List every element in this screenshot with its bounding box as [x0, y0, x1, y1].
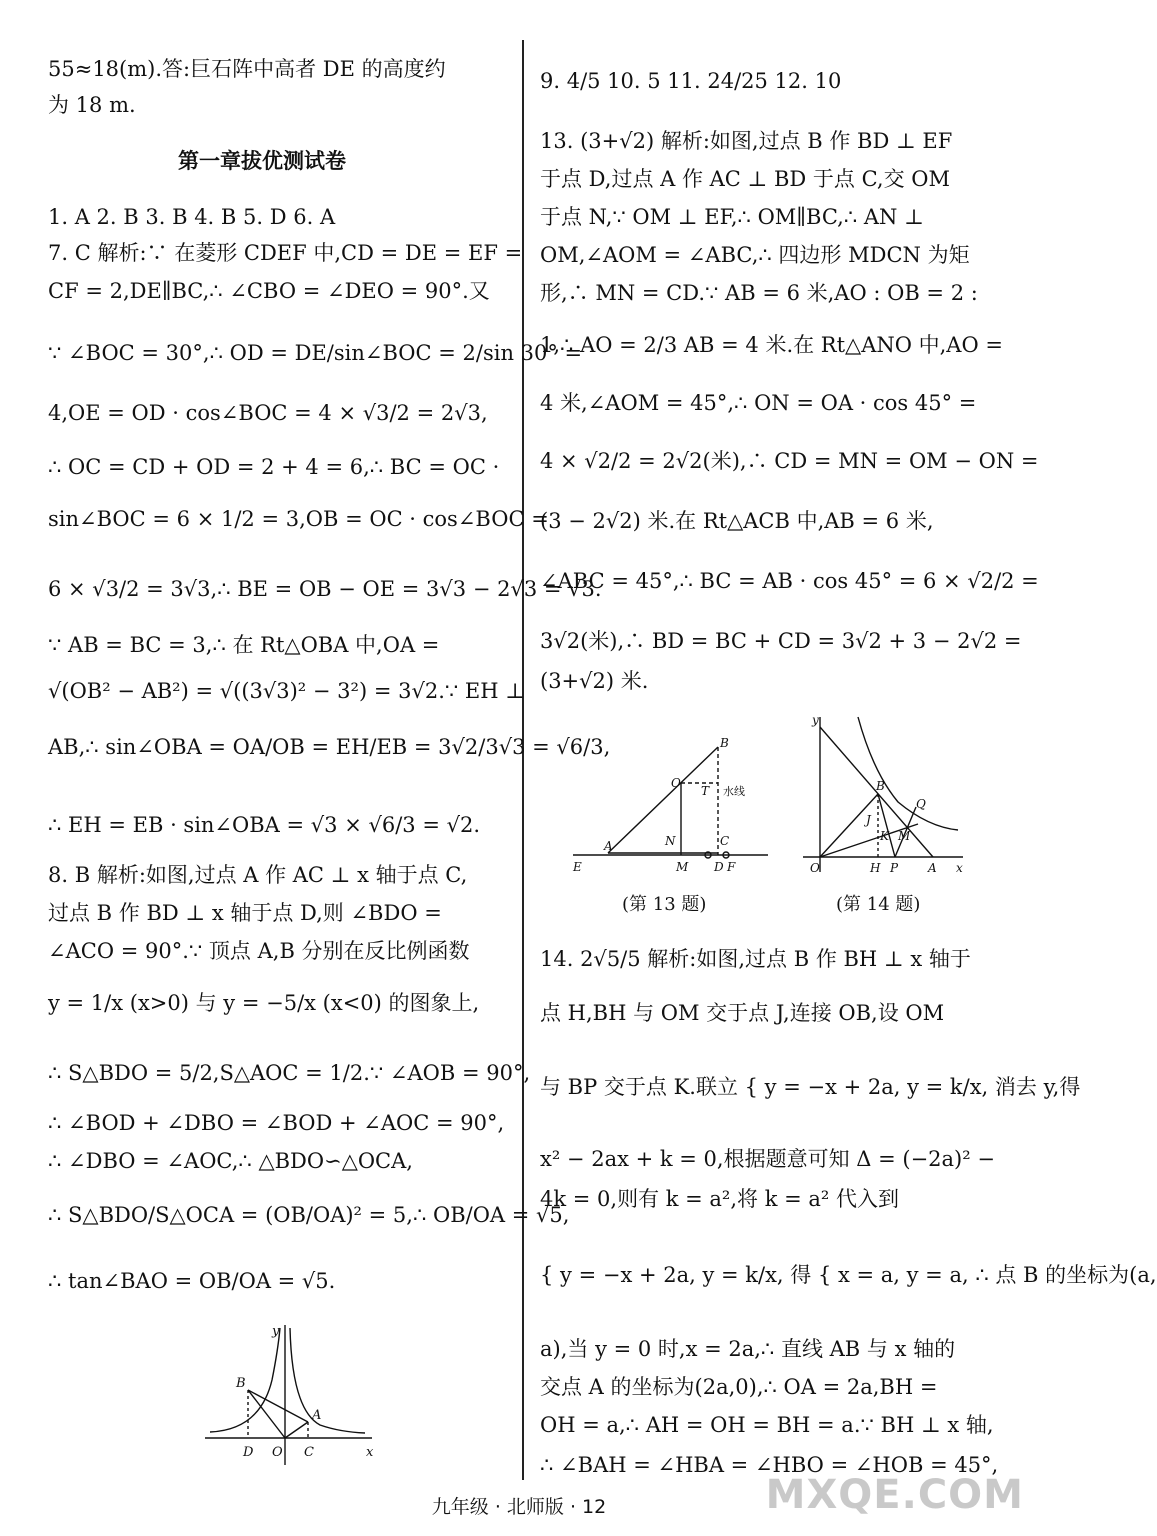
answer-line: 1. A 2. B 3. B 4. B 5. D 6. A	[48, 205, 336, 229]
page-footer: 九年级 · 北师版 · 12	[431, 1496, 607, 1518]
text-line: ∴ ∠DBO = ∠AOC,∴ △BDO∽△OCA,	[48, 1149, 413, 1173]
hyperbola-curve	[858, 717, 958, 830]
figure-13-diagram	[568, 735, 778, 880]
label-p: P	[890, 861, 899, 875]
text-line: OH = a,∴ AH = OH = BH = a.∵ BH ⊥ x 轴,	[540, 1413, 994, 1437]
label-f: F	[727, 860, 736, 874]
text-line: ∴ OC = CD + OD = 2 + 4 = 6,∴ BC = OC ·	[48, 455, 500, 479]
text-line: ∴ S△BDO = 5/2,S△AOC = 1/2.∵ ∠AOB = 90°,	[48, 1061, 531, 1085]
text-line: 55≈18(m).答:巨石阵中高者 DE 的高度约	[48, 57, 446, 81]
label-x: x	[366, 1445, 374, 1460]
text-line: ∴ tan∠BAO = OB/OA = √5.	[48, 1269, 336, 1293]
label-a: A	[604, 839, 613, 853]
text-line: ∴ ∠BAH = ∠HBA = ∠HBO = ∠HOB = 45°,	[540, 1453, 999, 1477]
label-j: J	[866, 813, 871, 827]
label-x: x	[956, 861, 963, 875]
label-d: D	[243, 1445, 254, 1460]
label-n: N	[665, 834, 676, 848]
text-line: 4k = 0,则有 k = a²,将 k = a² 代入到	[540, 1187, 899, 1211]
text-line: 3√2(米),∴ BD = BC + CD = 3√2 + 3 − 2√2 =	[540, 629, 1022, 653]
text-line: x² − 2ax + k = 0,根据题意可知 Δ = (−2a)² −	[540, 1147, 995, 1171]
label-a: A	[312, 1408, 322, 1423]
label-a: A	[928, 861, 937, 875]
text-line: ∵ ∠BOC = 30°,∴ OD = DE/sin∠BOC = 2/sin 30° =	[48, 341, 583, 365]
label-q: Q	[916, 797, 926, 811]
text-line: 4 × √2/2 = 2√2(米),∴ CD = MN = OM − ON =	[540, 449, 1039, 473]
label-o: O	[810, 861, 820, 875]
label-h: H	[870, 861, 881, 875]
text-line: 交点 A 的坐标为(2a,0),∴ OA = 2a,BH =	[540, 1375, 938, 1399]
figure-8-graph	[200, 1320, 380, 1470]
text-line: ∴ S△BDO/S△OCA = (OB/OA)² = 5,∴ OB/OA = √5,	[48, 1203, 570, 1227]
text-line: 点 H,BH 与 OM 交于点 J,连接 OB,设 OM	[540, 1001, 945, 1025]
label-t: T	[701, 784, 710, 798]
figure-14-diagram	[798, 712, 968, 877]
text-line: { y = −x + 2a, y = k/x, 得 { x = a, y = a, ∴ 点 B 的坐标为(a,	[540, 1263, 1157, 1287]
label-k: K	[880, 829, 889, 843]
text-line: (3 − 2√2) 米.在 Rt△ACB 中,AB = 6 米,	[540, 509, 934, 533]
text-line: 8. B 解析:如图,过点 A 作 AC ⊥ x 轴于点 C,	[48, 863, 468, 887]
text-line: y = 1/x (x>0) 与 y = −5/x (x<0) 的图象上,	[48, 991, 480, 1015]
hyperbola-right	[290, 1328, 365, 1433]
label-b: B	[876, 779, 885, 793]
segment-oa	[285, 1422, 308, 1438]
text-line: 14. 2√5/5 解析:如图,过点 B 作 BH ⊥ x 轴于	[540, 947, 971, 971]
label-y: y	[812, 713, 819, 727]
text-line: 于点 N,∵ OM ⊥ EF,∴ OM∥BC,∴ AN ⊥	[540, 205, 924, 229]
text-line: (3+√2) 米.	[540, 669, 649, 693]
text-line: 4,OE = OD · cos∠BOC = 4 × √3/2 = 2√3,	[48, 401, 488, 425]
text-line: 形,∴ MN = CD.∵ AB = 6 米,AO : OB = 2 :	[540, 281, 978, 305]
label-m: M	[898, 829, 911, 843]
answer-line: 9. 4/5 10. 5 11. 24/25 12. 10	[540, 69, 842, 93]
text-line: ∠ACO = 90°.∵ 顶点 A,B 分别在反比例函数	[48, 939, 470, 963]
text-line: a),当 y = 0 时,x = 2a,∴ 直线 AB 与 x 轴的	[540, 1337, 956, 1361]
figure-14-caption: (第 14 题)	[836, 894, 921, 915]
text-line: 与 BP 交于点 K.联立 { y = −x + 2a, y = k/x, 消去 y,得	[540, 1075, 1081, 1099]
text-line: 1,∴ AO = 2/3 AB = 4 米.在 Rt△ANO 中,AO =	[540, 333, 1003, 357]
text-line: 7. C 解析:∵ 在菱形 CDEF 中,CD = DE = EF =	[48, 241, 523, 265]
label-d: D	[714, 860, 724, 874]
text-line: CF = 2,DE∥BC,∴ ∠CBO = ∠DEO = 90°.又	[48, 279, 490, 303]
text-line: 4 米,∠AOM = 45°,∴ ON = OA · cos 45° =	[540, 391, 977, 415]
label-b: B	[236, 1376, 246, 1391]
text-line: ∴ EH = EB · sin∠OBA = √3 × √6/3 = √2.	[48, 813, 481, 837]
label-e: E	[573, 860, 582, 874]
label-m: M	[676, 860, 689, 874]
label-o: O	[272, 1445, 283, 1460]
label-o: O	[671, 776, 681, 790]
label-y: y	[272, 1324, 280, 1339]
label-b: B	[720, 736, 729, 750]
text-line: 过点 B 作 BD ⊥ x 轴于点 D,则 ∠BDO =	[48, 901, 442, 925]
text-line: √(OB² − AB²) = √((3√3)² − 3²) = 3√2.∵ EH ⊥	[48, 679, 525, 703]
text-line: sin∠BOC = 6 × 1/2 = 3,OB = OC · cos∠BOC =	[48, 507, 549, 531]
text-line: ∠ABC = 45°,∴ BC = AB · cos 45° = 6 × √2/2 =	[540, 569, 1039, 593]
figure-13-caption: (第 13 题)	[622, 894, 707, 915]
text-line: AB,∴ sin∠OBA = OA/OB = EH/EB = 3√2/3√3 = √6/3,	[48, 735, 611, 759]
line-ab	[608, 747, 718, 853]
text-line: ∴ ∠BOD + ∠DBO = ∠BOD + ∠AOC = 90°,	[48, 1111, 505, 1135]
label-water: 水线	[723, 785, 745, 798]
text-line: 于点 D,过点 A 作 AC ⊥ BD 于点 C,交 OM	[540, 167, 950, 191]
column-divider	[522, 40, 524, 1480]
label-c: C	[304, 1445, 314, 1460]
section-title: 第一章拔优测试卷	[178, 149, 346, 173]
text-line: 13. (3+√2) 解析:如图,过点 B 作 BD ⊥ EF	[540, 129, 953, 153]
watermark-logo: MXQE.COM	[765, 1472, 1024, 1518]
text-line: OM,∠AOM = ∠ABC,∴ 四边形 MDCN 为矩	[540, 243, 970, 267]
label-c: C	[720, 834, 730, 848]
text-line: 为 18 m.	[48, 93, 136, 117]
text-line: ∵ AB = BC = 3,∴ 在 Rt△OBA 中,OA =	[48, 633, 440, 657]
text-line: 6 × √3/2 = 3√3,∴ BE = OB − OE = 3√3 − 2√3 = √3.	[48, 577, 602, 601]
